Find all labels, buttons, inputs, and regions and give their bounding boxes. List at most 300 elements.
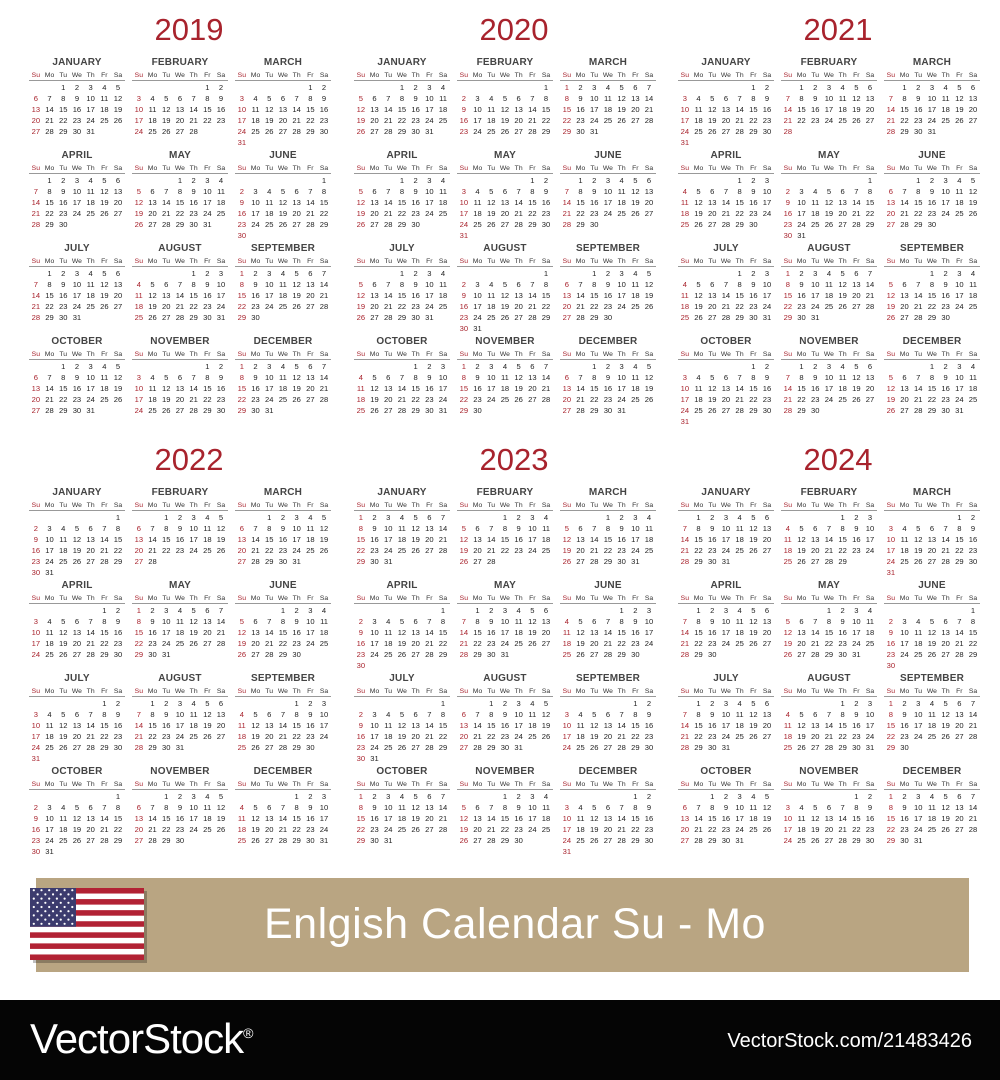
day-cell: 1 bbox=[502, 792, 508, 801]
weekday-label: Fr bbox=[426, 165, 433, 172]
day-cell: 13 bbox=[306, 373, 315, 382]
day-cell: 22 bbox=[735, 209, 744, 218]
day-cell: 11 bbox=[45, 721, 54, 730]
day-cell: 23 bbox=[603, 302, 613, 311]
day-cell: 11 bbox=[735, 710, 744, 719]
weekday-label: Mo bbox=[575, 595, 586, 602]
weekday-label: Th bbox=[941, 595, 950, 602]
day-cell: 12 bbox=[852, 94, 861, 103]
day-cell: 13 bbox=[941, 628, 950, 637]
day-cell: 22 bbox=[237, 395, 247, 404]
month-name: JULY bbox=[713, 673, 739, 684]
weekday-label: Tu bbox=[384, 351, 393, 358]
day-cell: 7 bbox=[386, 280, 391, 289]
day-cell: 21 bbox=[914, 302, 923, 311]
day-cell: 28 bbox=[306, 220, 315, 229]
day-cell: 16 bbox=[590, 198, 599, 207]
day-cell: 19 bbox=[576, 639, 585, 648]
weekday-label: Tu bbox=[162, 781, 171, 788]
day-cell: 19 bbox=[251, 825, 260, 834]
day-cell: 23 bbox=[644, 732, 654, 741]
day-cell: 30 bbox=[356, 754, 366, 763]
day-cell: 31 bbox=[86, 127, 95, 136]
day-cell: 23 bbox=[72, 395, 82, 404]
weekday-label: Sa bbox=[865, 72, 875, 79]
day-cell: 3 bbox=[372, 710, 377, 719]
day-cell: 22 bbox=[113, 825, 123, 834]
day-cell: 15 bbox=[59, 105, 68, 114]
day-cell: 27 bbox=[631, 116, 640, 125]
day-cell: 6 bbox=[646, 176, 652, 185]
day-cell: 30 bbox=[189, 220, 198, 229]
year-title: 2024 bbox=[803, 442, 873, 477]
day-cell: 3 bbox=[475, 280, 480, 289]
weekday-label: Fr bbox=[956, 688, 963, 695]
day-cell: 21 bbox=[955, 639, 964, 648]
day-cell: 16 bbox=[237, 209, 247, 218]
day-cell: 20 bbox=[459, 732, 469, 741]
day-cell: 17 bbox=[162, 628, 171, 637]
day-cell: 18 bbox=[576, 732, 585, 741]
weekday-label: We bbox=[174, 595, 185, 602]
day-cell: 29 bbox=[113, 836, 123, 845]
day-cell: 25 bbox=[968, 302, 978, 311]
day-cell: 4 bbox=[308, 513, 313, 522]
day-cell: 18 bbox=[148, 116, 157, 125]
header-rule bbox=[235, 789, 331, 790]
day-cell: 14 bbox=[251, 535, 260, 544]
day-cell: 11 bbox=[134, 291, 143, 300]
day-cell: 26 bbox=[708, 127, 717, 136]
day-cell: 18 bbox=[86, 198, 95, 207]
weekday-label: Tu bbox=[811, 595, 820, 602]
day-cell: 12 bbox=[955, 94, 964, 103]
day-cell: 28 bbox=[562, 220, 572, 229]
day-cell: 10 bbox=[644, 617, 654, 626]
weekday-label: Mo bbox=[147, 781, 158, 788]
day-cell: 6 bbox=[957, 699, 962, 708]
day-cell: 31 bbox=[852, 650, 861, 659]
weekday-label: Fr bbox=[101, 781, 108, 788]
day-cell: 5 bbox=[578, 617, 583, 626]
day-cell: 20 bbox=[562, 302, 572, 311]
weekday-label: Fr bbox=[632, 258, 639, 265]
day-cell: 15 bbox=[45, 291, 54, 300]
weekday-label: Th bbox=[189, 72, 198, 79]
day-cell: 23 bbox=[72, 116, 82, 125]
day-cell: 7 bbox=[386, 94, 391, 103]
day-cell: 18 bbox=[603, 105, 613, 114]
day-cell: 24 bbox=[644, 639, 654, 648]
day-cell: 25 bbox=[680, 220, 690, 229]
day-cell: 29 bbox=[852, 836, 861, 845]
day-cell: 7 bbox=[102, 803, 107, 812]
day-cell: 7 bbox=[191, 373, 196, 382]
day-cell: 30 bbox=[941, 313, 950, 322]
day-cell: 30 bbox=[514, 836, 523, 845]
day-cell: 15 bbox=[541, 105, 551, 114]
day-cell: 6 bbox=[943, 617, 948, 626]
day-cell: 6 bbox=[33, 373, 38, 382]
day-cell: 14 bbox=[838, 814, 847, 823]
day-cell: 25 bbox=[900, 557, 909, 566]
day-cell: 13 bbox=[292, 198, 301, 207]
month-name: APRIL bbox=[710, 580, 742, 591]
day-cell: 14 bbox=[617, 721, 626, 730]
weekday-label: Su bbox=[562, 165, 571, 172]
day-cell: 19 bbox=[811, 825, 820, 834]
day-cell: 29 bbox=[397, 220, 407, 229]
weekday-label: Fr bbox=[956, 258, 963, 265]
month-april bbox=[29, 580, 125, 672]
day-cell: 7 bbox=[785, 94, 790, 103]
day-cell: 3 bbox=[619, 362, 624, 371]
day-cell: 15 bbox=[852, 814, 861, 823]
day-cell: 26 bbox=[265, 127, 274, 136]
weekday-header bbox=[29, 501, 125, 510]
day-cell: 7 bbox=[619, 803, 624, 812]
day-cell: 5 bbox=[543, 699, 549, 708]
weekday-label: Su bbox=[356, 781, 365, 788]
weekday-label: We bbox=[823, 351, 834, 358]
day-cell: 26 bbox=[644, 395, 654, 404]
day-cell: 2 bbox=[578, 83, 583, 92]
day-cell: 17 bbox=[865, 535, 875, 544]
day-cell: 29 bbox=[955, 557, 964, 566]
day-cell: 4 bbox=[386, 710, 391, 719]
day-cell: 18 bbox=[86, 291, 95, 300]
day-cell: 25 bbox=[562, 650, 572, 659]
day-cell: 29 bbox=[865, 220, 875, 229]
day-cell: 20 bbox=[541, 628, 551, 637]
day-cell: 13 bbox=[590, 628, 599, 637]
day-cell: 16 bbox=[514, 814, 523, 823]
weekday-header bbox=[235, 350, 331, 359]
day-cell: 9 bbox=[427, 373, 432, 382]
day-cell: 13 bbox=[31, 105, 41, 114]
weekday-label: Th bbox=[292, 502, 301, 509]
day-cell: 30 bbox=[749, 220, 758, 229]
day-cell: 3 bbox=[239, 94, 244, 103]
day-cell: 29 bbox=[749, 127, 758, 136]
header-rule bbox=[560, 789, 656, 790]
day-cell: 31 bbox=[31, 754, 41, 763]
day-cell: 11 bbox=[783, 721, 792, 730]
weekday-header bbox=[29, 164, 125, 173]
day-cell: 25 bbox=[175, 639, 185, 648]
weekday-label: We bbox=[720, 258, 731, 265]
day-cell: 11 bbox=[927, 710, 936, 719]
day-cell: 7 bbox=[321, 362, 327, 371]
day-cell: 27 bbox=[576, 557, 585, 566]
weekday-label: Su bbox=[356, 688, 365, 695]
day-cell: 13 bbox=[762, 524, 772, 533]
day-cell: 29 bbox=[59, 406, 68, 415]
flag-star bbox=[52, 902, 54, 904]
day-cell: 1 bbox=[564, 83, 569, 92]
month-name: MARCH bbox=[263, 487, 303, 498]
day-cell: 3 bbox=[916, 699, 921, 708]
day-cell: 25 bbox=[694, 127, 703, 136]
weekday-label: Sa bbox=[438, 781, 448, 788]
month-name: JANUARY bbox=[701, 487, 751, 498]
header-rule bbox=[560, 173, 656, 174]
day-cell: 16 bbox=[865, 814, 875, 823]
weekday-header bbox=[235, 501, 331, 510]
day-cell: 11 bbox=[542, 524, 550, 533]
day-cell: 8 bbox=[543, 94, 549, 103]
day-cell: 4 bbox=[902, 524, 907, 533]
day-cell: 19 bbox=[319, 535, 329, 544]
day-cell: 29 bbox=[100, 650, 109, 659]
day-cell: 24 bbox=[319, 732, 329, 741]
weekday-label: Su bbox=[31, 688, 40, 695]
day-cell: 4 bbox=[386, 617, 391, 626]
weekday-label: Sa bbox=[438, 688, 448, 695]
day-cell: 21 bbox=[852, 209, 861, 218]
day-cell: 11 bbox=[86, 280, 95, 289]
day-cell: 1 bbox=[854, 792, 859, 801]
month-name: JUNE bbox=[269, 580, 297, 591]
day-cell: 15 bbox=[459, 384, 469, 393]
day-cell: 10 bbox=[175, 710, 185, 719]
day-cell: 8 bbox=[840, 710, 845, 719]
header-rule bbox=[132, 603, 228, 604]
day-cell: 22 bbox=[473, 639, 482, 648]
day-cell: 30 bbox=[708, 557, 717, 566]
day-cell: 21 bbox=[31, 302, 41, 311]
day-cell: 14 bbox=[514, 198, 523, 207]
day-cell: 8 bbox=[308, 94, 313, 103]
day-cell: 14 bbox=[900, 198, 909, 207]
day-cell: 30 bbox=[370, 836, 379, 845]
weekday-label: Su bbox=[783, 165, 792, 172]
day-cell: 10 bbox=[473, 105, 482, 114]
day-cell: 20 bbox=[811, 732, 820, 741]
weekday-header bbox=[354, 350, 450, 359]
day-cell: 15 bbox=[886, 814, 896, 823]
day-cell: 29 bbox=[603, 557, 613, 566]
day-cell: 11 bbox=[251, 105, 260, 114]
flag-star bbox=[67, 919, 69, 921]
weekday-label: Su bbox=[134, 72, 143, 79]
day-cell: 8 bbox=[294, 803, 299, 812]
day-cell: 26 bbox=[749, 732, 758, 741]
day-cell: 22 bbox=[562, 116, 572, 125]
weekday-label: Su bbox=[680, 165, 689, 172]
day-cell: 10 bbox=[45, 535, 54, 544]
day-cell: 4 bbox=[136, 280, 141, 289]
day-cell: 24 bbox=[680, 127, 690, 136]
day-cell: 1 bbox=[308, 83, 313, 92]
day-cell: 1 bbox=[737, 176, 742, 185]
day-cell: 11 bbox=[735, 524, 744, 533]
weekday-label: Tu bbox=[162, 72, 171, 79]
day-cell: 7 bbox=[33, 280, 38, 289]
day-cell: 14 bbox=[968, 710, 978, 719]
day-cell: 27 bbox=[237, 557, 247, 566]
day-cell: 2 bbox=[633, 606, 638, 615]
day-cell: 23 bbox=[797, 302, 806, 311]
month-september bbox=[235, 243, 331, 335]
day-grid bbox=[678, 175, 774, 241]
day-cell: 12 bbox=[590, 721, 599, 730]
day-cell: 17 bbox=[644, 628, 654, 637]
day-cell: 20 bbox=[811, 546, 820, 555]
day-cell: 9 bbox=[813, 373, 818, 382]
day-cell: 28 bbox=[425, 650, 434, 659]
weekday-label: Fr bbox=[750, 72, 757, 79]
day-cell: 4 bbox=[840, 83, 845, 92]
day-cell: 25 bbox=[865, 639, 875, 648]
weekday-header bbox=[29, 71, 125, 80]
day-cell: 22 bbox=[603, 546, 613, 555]
day-cell: 26 bbox=[134, 220, 144, 229]
day-cell: 31 bbox=[590, 127, 599, 136]
weekday-label: We bbox=[174, 351, 185, 358]
year-title: 2022 bbox=[154, 442, 224, 477]
header-rule bbox=[235, 80, 331, 81]
day-cell: 1 bbox=[592, 269, 597, 278]
day-cell: 9 bbox=[372, 524, 377, 533]
day-cell: 30 bbox=[500, 743, 510, 752]
day-cell: 1 bbox=[358, 513, 363, 522]
day-cell: 26 bbox=[500, 313, 510, 322]
day-cell: 7 bbox=[102, 524, 107, 533]
day-cell: 28 bbox=[824, 557, 834, 566]
weekday-label: Th bbox=[411, 351, 420, 358]
weekday-label: Sa bbox=[216, 351, 226, 358]
day-grid bbox=[29, 268, 125, 334]
weekday-label: Sa bbox=[319, 595, 329, 602]
day-cell: 20 bbox=[528, 384, 537, 393]
day-cell: 7 bbox=[218, 606, 224, 615]
day-cell: 22 bbox=[356, 825, 366, 834]
month-name: SEPTEMBER bbox=[575, 673, 641, 684]
month-june bbox=[560, 150, 656, 242]
day-cell: 5 bbox=[74, 524, 80, 533]
day-cell: 20 bbox=[86, 825, 95, 834]
weekday-label: Fr bbox=[632, 165, 639, 172]
weekday-label: Mo bbox=[899, 258, 910, 265]
weekday-header bbox=[678, 350, 774, 359]
day-grid bbox=[560, 361, 656, 427]
weekday-label: Th bbox=[411, 258, 420, 265]
day-cell: 24 bbox=[45, 836, 54, 845]
day-cell: 5 bbox=[710, 94, 715, 103]
day-cell: 20 bbox=[292, 209, 301, 218]
day-cell: 24 bbox=[528, 825, 537, 834]
day-cell: 4 bbox=[88, 176, 93, 185]
day-cell: 24 bbox=[590, 116, 599, 125]
day-cell: 13 bbox=[514, 291, 523, 300]
weekday-label: Su bbox=[459, 258, 468, 265]
day-cell: 26 bbox=[500, 127, 510, 136]
day-cell: 3 bbox=[47, 803, 52, 812]
weekday-label: Tu bbox=[265, 258, 274, 265]
day-cell: 19 bbox=[356, 302, 366, 311]
day-cell: 25 bbox=[927, 732, 937, 741]
day-cell: 23 bbox=[162, 732, 171, 741]
weekday-label: Su bbox=[237, 502, 246, 509]
day-cell: 22 bbox=[438, 639, 448, 648]
weekday-label: Tu bbox=[384, 258, 393, 265]
day-cell: 15 bbox=[397, 291, 407, 300]
day-cell: 25 bbox=[473, 220, 482, 229]
month-name: FEBRUARY bbox=[476, 57, 534, 68]
weekday-label: Fr bbox=[101, 258, 108, 265]
day-cell: 15 bbox=[968, 628, 978, 637]
weekday-label: Su bbox=[886, 351, 895, 358]
day-cell: 18 bbox=[694, 395, 703, 404]
day-cell: 20 bbox=[134, 825, 144, 834]
day-cell: 27 bbox=[900, 406, 909, 415]
day-cell: 20 bbox=[824, 825, 834, 834]
day-cell: 19 bbox=[356, 116, 366, 125]
day-cell: 13 bbox=[86, 814, 95, 823]
day-cell: 5 bbox=[799, 710, 804, 719]
weekday-label: Tu bbox=[265, 502, 274, 509]
weekday-header bbox=[354, 687, 450, 696]
day-cell: 31 bbox=[927, 127, 937, 136]
day-cell: 26 bbox=[941, 732, 950, 741]
day-cell: 9 bbox=[646, 803, 652, 812]
day-cell: 14 bbox=[824, 721, 834, 730]
weekday-label: Mo bbox=[472, 595, 483, 602]
day-cell: 21 bbox=[783, 116, 793, 125]
weekday-label: Su bbox=[237, 72, 246, 79]
day-cell: 21 bbox=[148, 825, 157, 834]
day-cell: 30 bbox=[941, 406, 950, 415]
month-june bbox=[884, 580, 980, 672]
day-cell: 2 bbox=[427, 362, 432, 371]
day-cell: 3 bbox=[136, 94, 141, 103]
day-cell: 22 bbox=[968, 639, 978, 648]
weekday-label: Sa bbox=[113, 165, 123, 172]
weekday-label: Mo bbox=[472, 781, 483, 788]
day-cell: 20 bbox=[514, 116, 523, 125]
header-rule bbox=[884, 603, 980, 604]
day-cell: 6 bbox=[764, 606, 770, 615]
day-cell: 29 bbox=[541, 127, 551, 136]
weekday-label: We bbox=[396, 595, 407, 602]
day-cell: 14 bbox=[265, 628, 274, 637]
day-cell: 2 bbox=[358, 617, 363, 626]
day-cell: 25 bbox=[968, 395, 978, 404]
day-cell: 21 bbox=[824, 732, 834, 741]
day-cell: 11 bbox=[562, 628, 571, 637]
day-cell: 10 bbox=[370, 628, 379, 637]
header-rule bbox=[457, 603, 553, 604]
day-cell: 22 bbox=[914, 209, 923, 218]
day-cell: 28 bbox=[900, 220, 909, 229]
day-cell: 4 bbox=[543, 792, 549, 801]
day-cell: 21 bbox=[100, 546, 109, 555]
day-cell: 14 bbox=[852, 198, 861, 207]
weekday-label: Th bbox=[941, 72, 950, 79]
weekday-label: We bbox=[926, 165, 937, 172]
day-cell: 15 bbox=[148, 721, 157, 730]
day-cell: 2 bbox=[605, 269, 611, 278]
day-cell: 5 bbox=[751, 513, 756, 522]
day-cell: 28 bbox=[265, 650, 274, 659]
weekday-label: Mo bbox=[44, 688, 55, 695]
day-cell: 14 bbox=[384, 291, 393, 300]
day-cell: 30 bbox=[370, 557, 379, 566]
day-cell: 14 bbox=[541, 373, 551, 382]
day-cell: 3 bbox=[218, 269, 224, 278]
day-cell: 13 bbox=[824, 814, 834, 823]
